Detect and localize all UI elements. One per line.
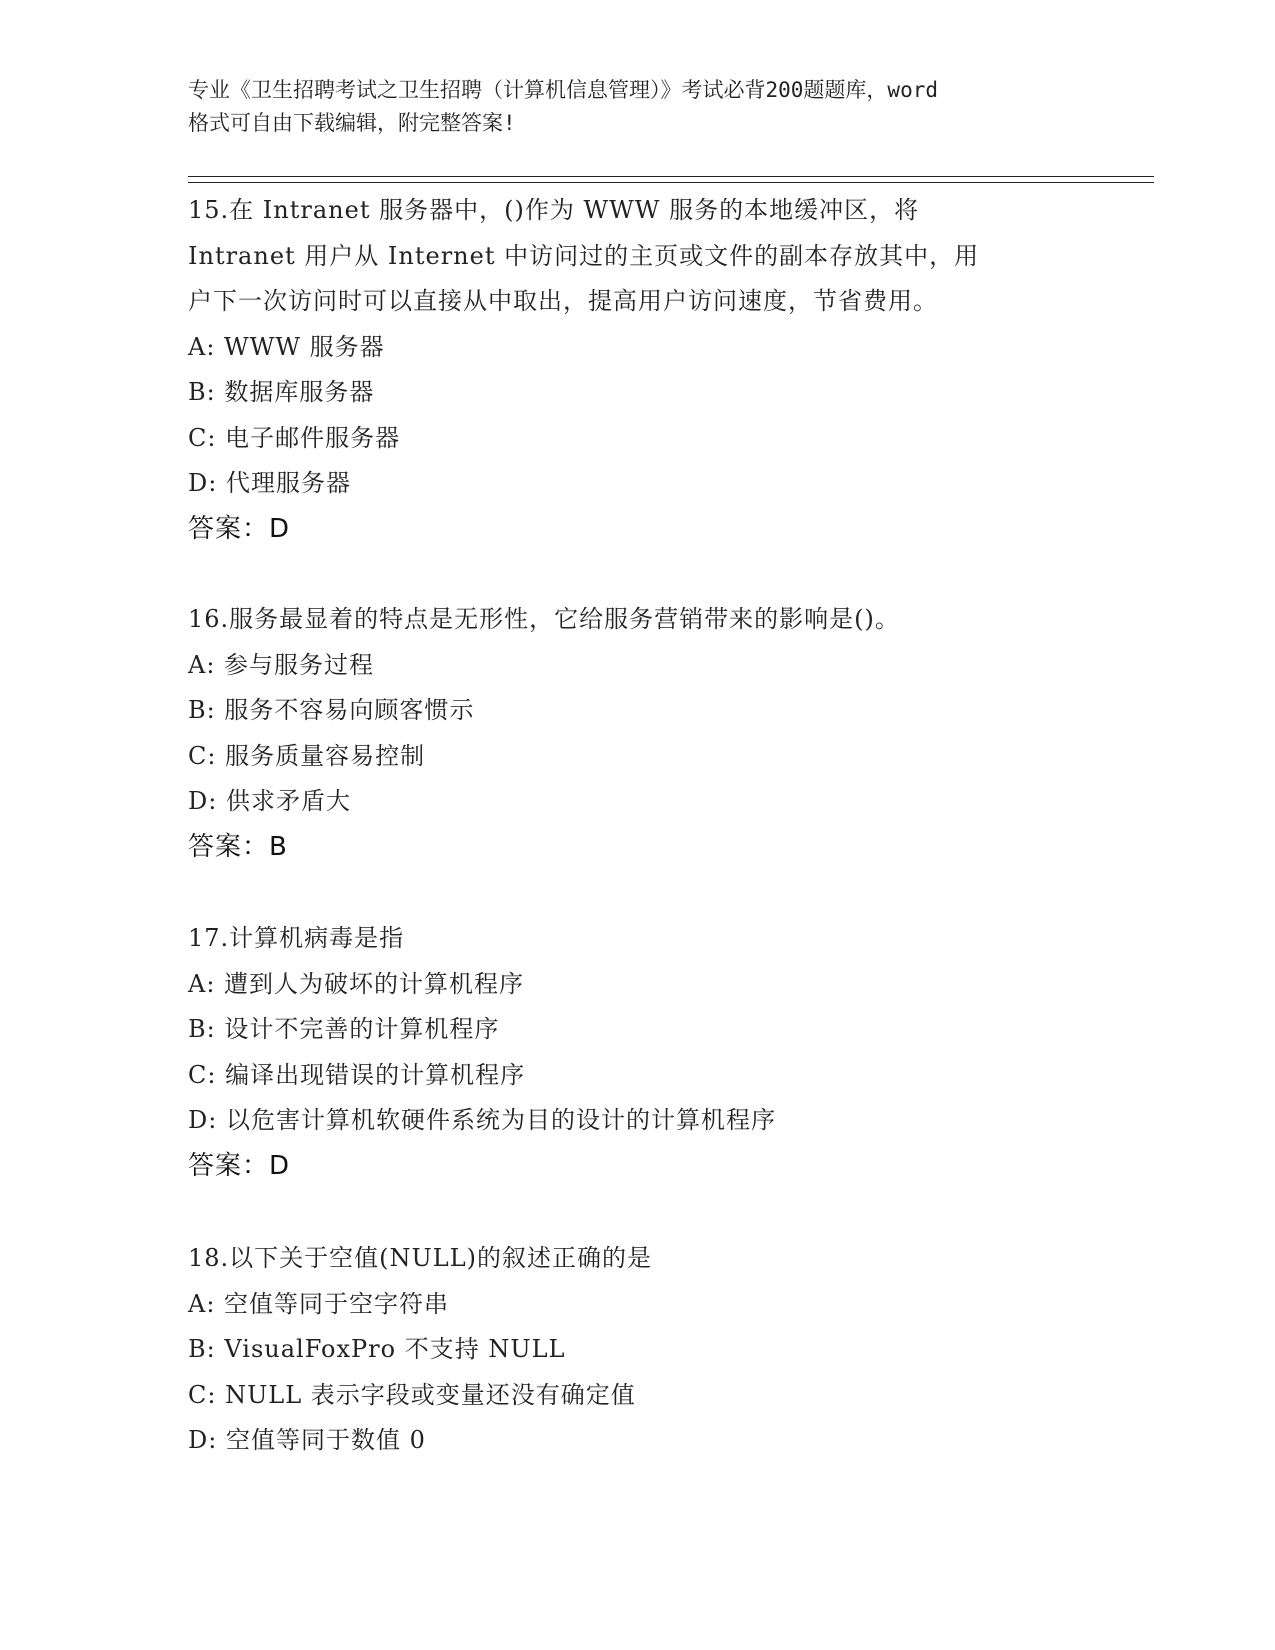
option-d: D: 以危害计算机软硬件系统为目的设计的计算机程序 <box>188 1106 776 1134</box>
header-line-1: 专业《卫生招聘考试之卫生招聘（计算机信息管理）》考试必背200题题库，word <box>188 78 938 102</box>
option-a: A: WWW 服务器 <box>188 332 385 361</box>
header-line-2: 格式可自由下载编辑，附完整答案! <box>188 111 516 135</box>
option-b: B: 设计不完善的计算机程序 <box>188 1015 500 1043</box>
option-d: D: 空值等同于数值 0 <box>188 1426 426 1454</box>
option-d: D: 供求矛盾大 <box>188 787 351 815</box>
option-c: C: NULL 表示字段或变量还没有确定值 <box>188 1380 636 1409</box>
question-stem-line: 17.计算机病毒是指 <box>188 924 405 952</box>
answer-line: 答案：D <box>188 513 291 544</box>
answer-line: 答案：D <box>188 1150 291 1181</box>
header-divider-bottom <box>188 182 1154 183</box>
question-15 <box>188 188 1088 552</box>
answer-line: 答案：B <box>188 831 288 862</box>
question-stem-line: 16.服务最显着的特点是无形性，它给服务营销带来的影响是()。 <box>188 605 900 633</box>
option-d: D: 代理服务器 <box>188 469 351 497</box>
option-a: A: 空值等同于空字符串 <box>188 1289 450 1318</box>
question-17 <box>188 916 1088 1189</box>
question-stem-line: Intranet 用户从 Internet 中访问过的主页或文件的副本存放其中，用 <box>188 241 980 270</box>
question-stem-line: 15.在 Intranet 服务器中，()作为 WWW 服务的本地缓冲区，将 <box>188 196 920 224</box>
option-b: B: 服务不容易向顾客惯示 <box>188 696 475 724</box>
question-16 <box>188 597 1088 870</box>
question-18 <box>188 1236 1088 1464</box>
option-c: C: 编译出现错误的计算机程序 <box>188 1060 526 1089</box>
option-b: B: 数据库服务器 <box>188 378 375 406</box>
question-stem-line: 18.以下关于空值(NULL)的叙述正确的是 <box>188 1244 652 1272</box>
header-divider-top <box>188 176 1154 177</box>
option-c: C: 服务质量容易控制 <box>188 741 426 770</box>
option-a: A: 遭到人为破坏的计算机程序 <box>188 969 525 998</box>
option-b: B: VisualFoxPro 不支持 NULL <box>188 1335 566 1363</box>
option-a: A: 参与服务过程 <box>188 650 375 679</box>
document-header <box>188 74 1088 140</box>
question-stem-line: 户下一次访问时可以直接从中取出，提高用户访问速度，节省费用。 <box>188 287 938 315</box>
option-c: C: 电子邮件服务器 <box>188 423 401 452</box>
